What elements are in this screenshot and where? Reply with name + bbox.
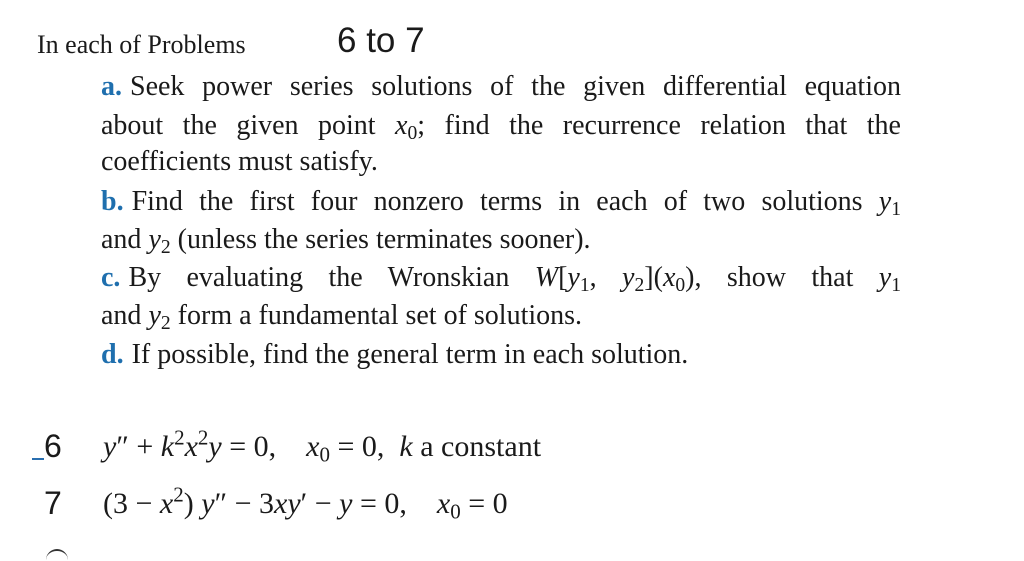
- part-c-line-2: and $y_2$ form a fundamental set of solutions.: [101, 300, 583, 334]
- part-b-line-1: b. Find the first four nonzero terms in each of two solutions $y_1$: [101, 186, 901, 220]
- part-c-line-1: c. By evaluating the Wronskian $W[y_1$, $y_2](x_0)$, show that $y_1$: [101, 262, 902, 296]
- part-b-line-2: and $y_2$ (unless the series terminates sooner).: [101, 224, 591, 258]
- problem-6-marker: [32, 458, 44, 460]
- problem-7-equation: $(3 - x^2)$ y″ − 3xy′ − y = 0, $x_0 = 0$: [103, 482, 508, 524]
- instructions-intro: In each of Problems: [37, 30, 246, 59]
- part-b-label: b.: [101, 186, 124, 217]
- part-a-line-2: about the given point $x_0$; find the recurrence relation that the: [101, 110, 901, 144]
- part-a-label: a.: [101, 71, 122, 102]
- problem-6-equation: $y'' + k^2x^2y = 0$, $x_0 = 0$, k a constant: [103, 425, 542, 467]
- part-d-line-1: d. If possible, find the general term in each solution.: [101, 339, 689, 370]
- problem-6-number: 6: [44, 428, 62, 464]
- problem-7-number: 7: [44, 485, 62, 521]
- problem-range: 6 to 7: [337, 21, 425, 60]
- part-a-line-3: coefficients must satisfy.: [101, 146, 378, 177]
- cropped-next-number: [46, 549, 68, 561]
- part-c-label: c.: [101, 262, 121, 293]
- part-d-label: d.: [101, 339, 124, 370]
- part-a-line-1: a. Seek power series solutions of the given differential equation: [101, 71, 901, 102]
